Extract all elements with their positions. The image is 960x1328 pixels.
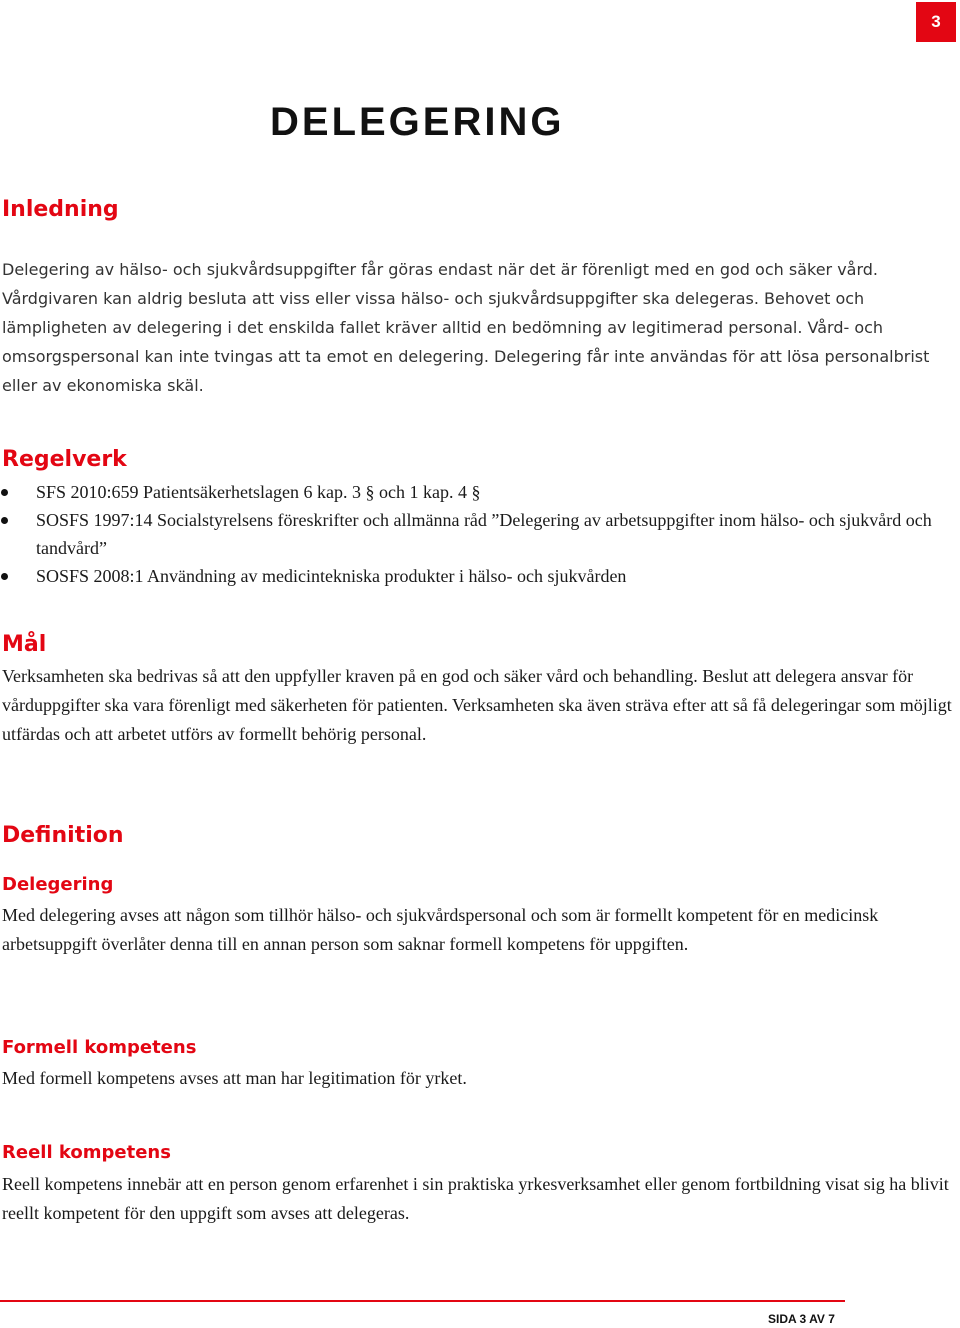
list-item [0,506,950,562]
page-number-badge: 3 [916,2,956,42]
reell-kompetens-text: Reell kompetens innebär att en person genom erfarenhet i sin praktiska yrkesverksamhet eller genom fortbildning visat sig ha blivit reellt kompetent för den uppgift som avses att delegeras. [2,1174,949,1223]
footer-divider [0,1300,845,1302]
list-item-text: SFS 2010:659 Patientsäkerhetslagen 6 kap. 3 § och 1 kap. 4 § [36,482,481,502]
bullet-icon [1,517,8,524]
heading-inledning: Inledning [2,197,119,222]
bullet-icon [1,573,8,580]
list-item [0,562,950,590]
bullet-icon [1,489,8,496]
inledning-text: Delegering av hälso- och sjukvårdsuppgifter får göras endast när det är förenligt med en god och säker vård. Vårdgivaren kan aldrig besluta att viss eller vissa hälso- och sjukvårdsuppgifter ska delegeras. Behovet och lämpligheten av delegering i det enskilda fallet kräver alltid en bedömning av legitimerad personal. Vård- och omsorgspersonal kan inte tvingas att ta emot en delegering. Delegering får inte användas för att lösa personalbrist eller av ekonomiska skäl. [2,260,930,395]
footer-page-indicator: SIDA 3 AV 7 [768,1312,835,1326]
heading-reell-kompetens: Reell kompetens [2,1142,171,1163]
page-title: DELEGERING [270,100,565,144]
heading-regelverk: Regelverk [2,447,127,472]
heading-definition: Definition [2,823,124,848]
mal-text: Verksamheten ska bedrivas så att den uppfyller kraven på en god och säker vård och behandling. Beslut att delegera ansvar för vårduppgifter ska vara förenligt med säkerheten för patienten. Verksamheten ska även sträva efter att så få delegeringar som möjligt utfärdas och att arbetet utförs av formellt behörig personal. [2,666,952,744]
heading-mal: Mål [2,632,47,657]
delegering-text: Med delegering avses att någon som tillhör hälso- och sjukvårdspersonal och som är formellt kompetent för en medicinsk arbetsuppgift överlåter denna till en annan person som saknar formell kompetens för uppgiften. [2,905,879,954]
heading-formell-kompetens: Formell kompetens [2,1037,197,1058]
list-item-text: SOSFS 1997:14 Socialstyrelsens föreskrifter och allmänna råd ”Delegering av arbetsuppgifter inom hälso- och sjukvård och tandvård” [36,510,932,558]
regelverk-list [0,478,950,590]
heading-delegering: Delegering [2,874,114,895]
formell-kompetens-text: Med formell kompetens avses att man har legitimation för yrket. [2,1068,467,1088]
list-item-text: SOSFS 2008:1 Användning av medicintekniska produkter i hälso- och sjukvården [36,566,627,586]
list-item [0,478,950,506]
